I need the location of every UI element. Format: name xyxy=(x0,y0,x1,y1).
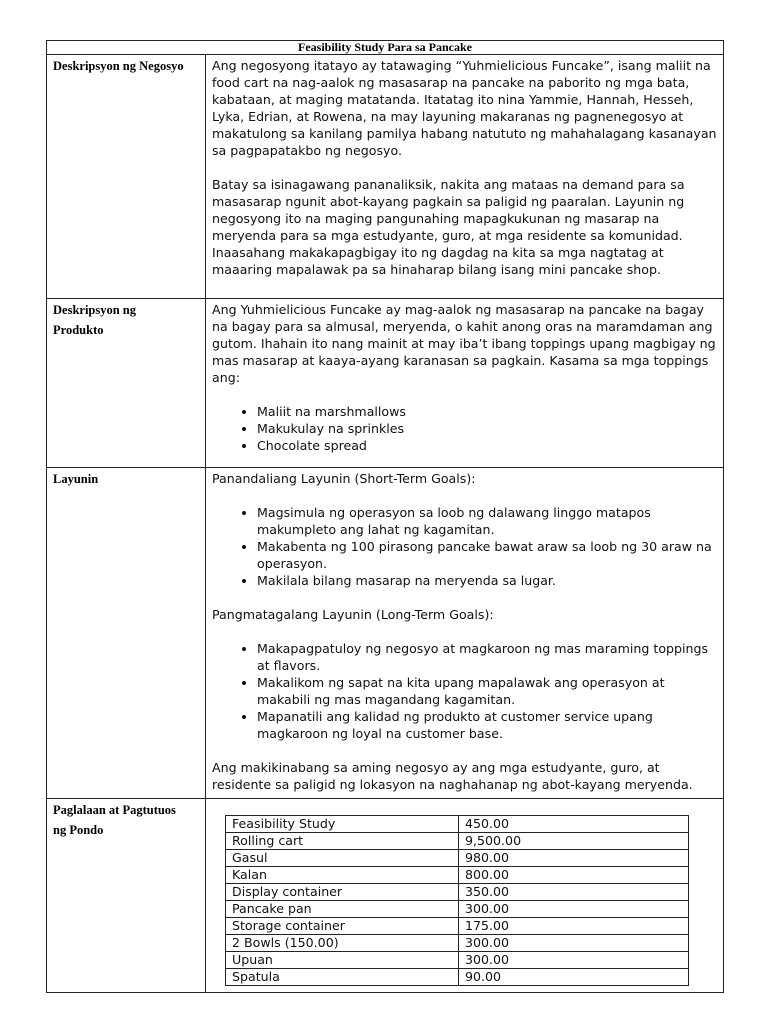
negosyo-paragraph-2: Batay sa isinagawang pananaliksik, nakita ang mataas na demand para sa masasarap ngunit abot-kayang pagkain sa paligid ng paaralan. Layunin ng negosyong ito na maging pangunahing mapagkukunan ng masarap na meryenda para sa mga estudyante, guro, at mga residente sa komunidad. Inaasahang makakapagbigay ito ng dagdag na kita sa mga nagtatag at maaaring mapalawak pa sa hinaharap bilang isang mini pancake shop. xyxy=(212,177,685,277)
table-row xyxy=(226,867,689,884)
section-label-pondo xyxy=(47,799,206,993)
table-row xyxy=(226,850,689,867)
fund-item: 2 Bowls (150.00) xyxy=(226,935,459,952)
section-label-negosyo: Deskripsyon ng Negosyo xyxy=(47,55,206,299)
table-row xyxy=(226,884,689,901)
fund-amount: 800.00 xyxy=(459,867,689,884)
funds-table xyxy=(225,815,689,986)
list-item: • Makabenta ng 100 pirasong pancake bawat araw sa loob ng 30 araw na operasyon. xyxy=(257,538,717,572)
fund-amount: 175.00 xyxy=(459,918,689,935)
fund-amount: 300.00 xyxy=(459,952,689,969)
fund-amount: 300.00 xyxy=(459,901,689,918)
list-item: • Magsimula ng operasyon sa loob ng dalawang linggo matapos makumpleto ang lahat ng kagamitan. xyxy=(257,504,717,538)
list-item: • Chocolate spread xyxy=(257,437,717,454)
table-row xyxy=(226,816,689,833)
list-item: • Mapanatili ang kalidad ng produkto at customer service upang magkaroon ng loyal na customer base. xyxy=(257,708,717,742)
fund-item: Gasul xyxy=(226,850,459,867)
fund-item: Display container xyxy=(226,884,459,901)
section-produkto xyxy=(47,299,724,468)
short-goals-heading: Panandaliang Layunin (Short-Term Goals): xyxy=(212,471,476,486)
fund-item: Storage container xyxy=(226,918,459,935)
produkto-paragraph: Ang Yuhmielicious Funcake ay mag-aalok ng masasarap na pancake na bagay na bagay para sa almusal, meryenda, o kahit anong oras na maramdaman ang gutom. Ihahain ito nang mainit at may iba’t ibang toppings upang magbigay ng mas masarap at kaaya-ayang karanasan sa pagkain. Kasama sa mga toppings ang: xyxy=(212,302,716,385)
section-label-produkto xyxy=(47,299,206,468)
long-goals-list xyxy=(212,640,717,742)
long-goals-heading: Pangmatagalang Layunin (Long-Term Goals): xyxy=(212,607,494,622)
fund-item: Rolling cart xyxy=(226,833,459,850)
fund-item: Spatula xyxy=(226,969,459,986)
section-content-produkto xyxy=(206,299,724,468)
table-row xyxy=(226,833,689,850)
fund-amount: 9,500.00 xyxy=(459,833,689,850)
fund-amount: 450.00 xyxy=(459,816,689,833)
list-item: • Makukulay na sprinkles xyxy=(257,420,717,437)
list-item: • Makilala bilang masarap na meryenda sa lugar. xyxy=(257,572,717,589)
table-row xyxy=(226,901,689,918)
section-layunin xyxy=(47,468,724,799)
produkto-label-line1: Deskripsyon ng xyxy=(53,303,137,317)
fund-item: Pancake pan xyxy=(226,901,459,918)
pondo-label-line2: ng Pondo xyxy=(53,823,104,837)
section-content-layunin xyxy=(206,468,724,799)
beneficiaries-paragraph: Ang makikinabang sa aming negosyo ay ang mga estudyante, guro, at residente sa paligid ng lokasyon na naghahanap ng abot-kayang meryenda. xyxy=(212,760,693,792)
toppings-list xyxy=(212,403,717,454)
section-content-pondo xyxy=(206,799,724,993)
fund-amount: 90.00 xyxy=(459,969,689,986)
fund-amount: 980.00 xyxy=(459,850,689,867)
fund-item: Upuan xyxy=(226,952,459,969)
section-content-negosyo xyxy=(206,55,724,299)
fund-item: Feasibility Study xyxy=(226,816,459,833)
negosyo-paragraph-1: Ang negosyong itatayo ay tatawaging “Yuhmielicious Funcake”, isang maliit na food cart na nag-aalok ng masasarap na pancake na paborito ng mga bata, kabataan, at maging matatanda. Itatatag ito nina Yammie, Hannah, Hesseh, Lyka, Edrian, at Rowena, na may layuning makaranas ng pagnenegosyo at makatulong sa kanilang pamilya habang natututo ng mahahalagang kasanayan sa pagpapatakbo ng negosyo. xyxy=(212,58,717,158)
short-goals-list xyxy=(212,504,717,589)
table-row xyxy=(226,969,689,986)
list-item: • Maliit na marshmallows xyxy=(257,403,717,420)
produkto-label-line2: Produkto xyxy=(53,323,104,337)
fund-item: Kalan xyxy=(226,867,459,884)
document-title: Feasibility Study Para sa Pancake xyxy=(47,41,724,55)
list-item: • Makalikom ng sapat na kita upang mapalawak ang operasyon at makabili ng mas magandang kagamitan. xyxy=(257,674,717,708)
table-row xyxy=(226,952,689,969)
pondo-label-line1: Paglalaan at Pagtutuos xyxy=(53,803,176,817)
section-pondo xyxy=(47,799,724,993)
feasibility-table xyxy=(46,40,724,993)
fund-amount: 350.00 xyxy=(459,884,689,901)
list-item: • Makapagpatuloy ng negosyo at magkaroon ng mas maraming toppings at flavors. xyxy=(257,640,717,674)
section-label-layunin: Layunin xyxy=(47,468,206,799)
table-row xyxy=(226,935,689,952)
table-row xyxy=(226,918,689,935)
fund-amount: 300.00 xyxy=(459,935,689,952)
section-negosyo xyxy=(47,55,724,299)
